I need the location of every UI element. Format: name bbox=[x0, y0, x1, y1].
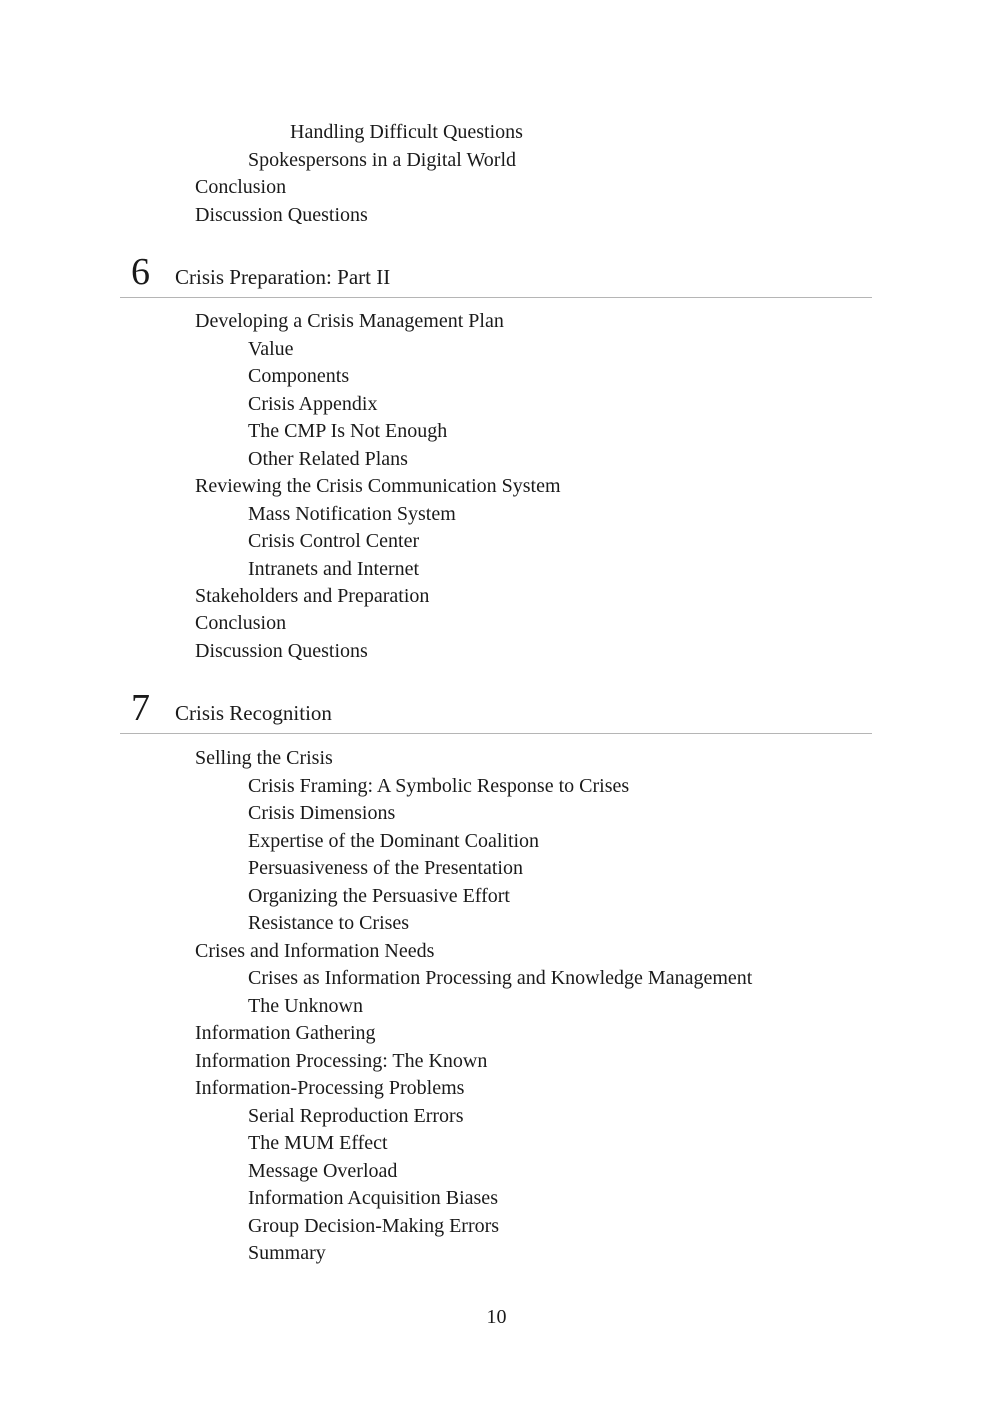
toc-entry: Information Gathering bbox=[195, 1022, 376, 1044]
toc-entry: Crises and Information Needs bbox=[195, 940, 435, 962]
toc-entry: Developing a Crisis Management Plan bbox=[195, 310, 504, 332]
chapter-number: 7 bbox=[131, 687, 150, 729]
toc-entry: Value bbox=[248, 338, 294, 360]
toc-entry: Discussion Questions bbox=[195, 204, 368, 226]
toc-entry: Serial Reproduction Errors bbox=[248, 1105, 464, 1127]
toc-entry: Discussion Questions bbox=[195, 640, 368, 662]
toc-entry: Components bbox=[248, 365, 350, 387]
toc-entry: The CMP Is Not Enough bbox=[248, 420, 448, 442]
toc-entry: Message Overload bbox=[248, 1160, 398, 1182]
toc-entry: Information-Processing Problems bbox=[195, 1077, 465, 1099]
toc-entry: Summary bbox=[248, 1242, 326, 1264]
toc-entry: Organizing the Persuasive Effort bbox=[248, 885, 510, 907]
toc-entry: Crisis Appendix bbox=[248, 393, 378, 415]
toc-entry: Persuasiveness of the Presentation bbox=[248, 857, 523, 879]
toc-entry: Handling Difficult Questions bbox=[290, 121, 523, 143]
toc-entry: Expertise of the Dominant Coalition bbox=[248, 830, 540, 852]
toc-entry: Resistance to Crises bbox=[248, 912, 410, 934]
chapter-title: Crisis Preparation: Part II bbox=[175, 265, 391, 289]
toc-entry: Crisis Control Center bbox=[248, 530, 420, 552]
chapter-title: Crisis Recognition bbox=[175, 701, 332, 725]
toc-entry: Intranets and Internet bbox=[248, 558, 420, 580]
toc-entry: Spokespersons in a Digital World bbox=[248, 149, 516, 171]
chapter-divider bbox=[120, 297, 872, 298]
toc-entry: Conclusion bbox=[195, 176, 287, 198]
toc-entry: Crisis Dimensions bbox=[248, 802, 396, 824]
toc-entry: Crises as Information Processing and Knowledge Management bbox=[248, 967, 753, 989]
toc-entry: Reviewing the Crisis Communication System bbox=[195, 475, 561, 497]
toc-entry: Conclusion bbox=[195, 612, 287, 634]
chapter-number: 6 bbox=[131, 251, 150, 293]
toc-entry: Information Processing: The Known bbox=[195, 1050, 488, 1072]
toc-entry: Information Acquisition Biases bbox=[248, 1187, 498, 1209]
toc-entry: The MUM Effect bbox=[248, 1132, 388, 1154]
toc-entry: Other Related Plans bbox=[248, 448, 408, 470]
toc-entry: Selling the Crisis bbox=[195, 747, 333, 769]
toc-entry: Crisis Framing: A Symbolic Response to Crises bbox=[248, 775, 630, 797]
toc-entry: Mass Notification System bbox=[248, 503, 456, 525]
chapter-divider bbox=[120, 733, 872, 734]
toc-entry: The Unknown bbox=[248, 995, 363, 1017]
page-number: 10 bbox=[486, 1306, 507, 1328]
toc-entry: Group Decision-Making Errors bbox=[248, 1215, 500, 1237]
toc-entry: Stakeholders and Preparation bbox=[195, 585, 430, 607]
